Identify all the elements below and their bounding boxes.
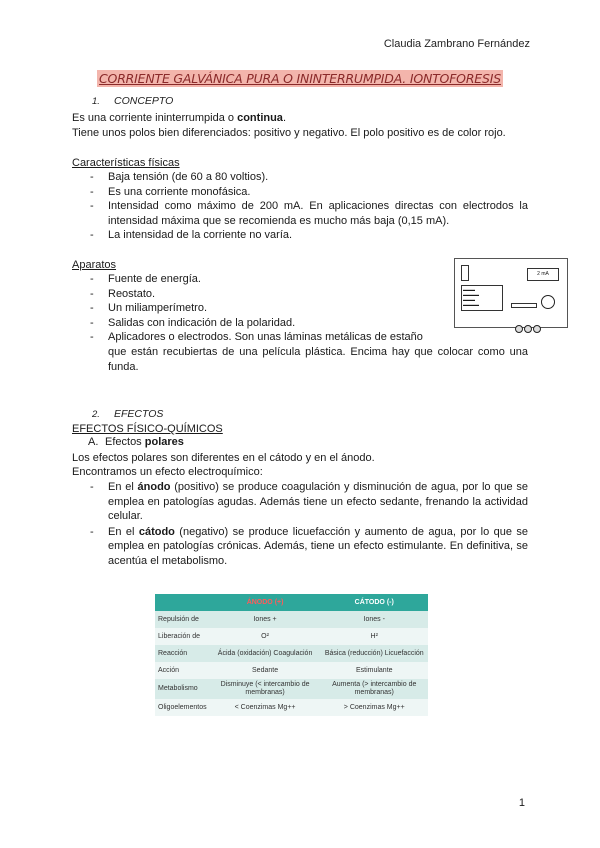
list-item: - Intensidad como máximo de 200 mA. En aplicaciones directas con electrodos la intensidad máxima que se recomienda es mucho más baja (0,15 mA). [90,199,528,228]
list-item: - Un miliamperímetro. [90,301,434,316]
list-item: - La intensidad de la corriente no varía. [90,228,528,243]
efectos-list [90,480,528,568]
list-letter: A. [88,436,99,448]
table-cell: Aumenta (> intercambio de membranas) [321,679,429,699]
table-cell: Reacción [155,645,210,662]
bold-term: ánodo [137,481,171,493]
list-item: - Baja tensión (de 60 a 80 voltios). [90,170,528,185]
list-item [90,330,434,345]
table-row [155,628,428,645]
document-title [0,71,600,86]
table-cell: Disminuye (< intercambio de membranas) [210,679,321,699]
text-run: Efectos [105,436,145,448]
slot-icon [511,303,537,308]
table-header-catodo: CÁTODO (-) [321,594,429,611]
aparatos-list [90,272,434,345]
table-header-cell [155,594,210,611]
table-cell: > Coenzimas Mg++ [321,699,429,716]
table-header-anodo: ÁNODO (+) [210,594,321,611]
concepto-paragraph-1 [72,111,528,126]
table-cell: Sedante [210,662,321,679]
caracteristicas-heading: Características físicas [72,157,180,169]
table-cell: H² [321,628,429,645]
efectos-paragraph-2: Encontramos un efecto electroquímico: [72,466,263,478]
list-item-catodo [90,525,528,569]
aparatos-heading: Aparatos [72,259,117,271]
caracteristicas-list [90,170,528,243]
section-title: EFECTOS [114,408,164,420]
text-run: Es una corriente ininterrumpida o [72,112,238,124]
table-cell: Repulsión de [155,611,210,628]
author-name: Claudia Zambrano Fernández [383,38,530,50]
table-cell: O² [210,628,321,645]
section-title: CONCEPTO [114,95,174,107]
text-run: En el [108,525,139,538]
list-item: - Es una corriente monofásica. [90,185,528,200]
bold-term: polares [144,436,184,448]
table-row [155,645,428,662]
knob-icon [541,295,555,309]
table-cell: Liberación de [155,628,210,645]
section-concepto-heading [92,95,173,107]
text-run: . [282,112,286,124]
table-header-row [155,594,428,611]
table-cell: < Coenzimas Mg++ [210,699,321,716]
bold-term: continua [237,112,283,124]
table-row [155,699,428,716]
title-text: CORRIENTE GALVÁNICA PURA O ININTERRUMPIDA. IONTOFORESIS [99,71,501,86]
page-number: 1 [518,797,525,809]
table-row [155,611,428,628]
text-run: Aplicadores o electrodos. Son unas láminas metálicas de estaño [108,331,423,343]
table-cell: Iones + [210,611,321,628]
bold-term: cátodo [138,525,175,538]
table-cell: Ácida (oxidación) Coagulación [210,645,321,662]
effects-comparison-table [155,594,428,716]
table-row [155,662,428,679]
section-number: 2. [92,409,100,420]
table-cell: Estimulante [321,662,429,679]
table-cell: Acción [155,662,210,679]
label-panel-icon: ▬▬▬ ▬▬▬▬ ▬▬▬ ▬▬▬▬ [461,285,503,311]
output-jacks-icon [515,324,543,331]
table-cell: Iones - [321,611,429,628]
aparatos-continuation: que están recubiertas de una película plástica. Encima hay que colocar como una funda. [108,346,528,373]
efectos-paragraph-1: Los efectos polares son diferentes en el cátodo y en el ánodo. [72,452,375,464]
text-run: (positivo) se produce coagulación y disminución de agua, por lo que se emplea en patologías agudas. Además tiene un efecto sedante, frenando la actividad celular. [108,481,528,522]
switch-icon [461,265,469,281]
display-readout: 2 mA [527,268,559,281]
table-cell: Básica (reducción) Licuefacción [321,645,429,662]
text-run: En el [108,481,138,493]
efectos-polares-heading [88,436,184,448]
table-cell: Oligoelementos [155,699,210,716]
efectos-subheading: EFECTOS FÍSICO-QUÍMICOS [72,423,223,435]
list-item: - Salidas con indicación de la polaridad. [90,316,434,331]
section-efectos-heading [92,408,163,420]
table-row [155,679,428,699]
list-item: - Fuente de energía. [90,272,434,287]
concepto-paragraph-2: Tiene unos polos bien diferenciados: positivo y negativo. El polo positivo es de color rojo. [72,127,506,139]
table-cell: Metabolismo [155,679,210,699]
section-number: 1. [92,96,100,107]
list-item-anodo [90,480,528,524]
galvanic-device-illustration [454,258,568,328]
text-run: (negativo) se produce licuefacción y aumento de agua, por lo que se emplea en patologías crónicas. Además, tiene un efecto estimulante. En definitiva, se acentúa el metabolismo. [108,525,528,567]
list-item: - Reostato. [90,287,434,302]
